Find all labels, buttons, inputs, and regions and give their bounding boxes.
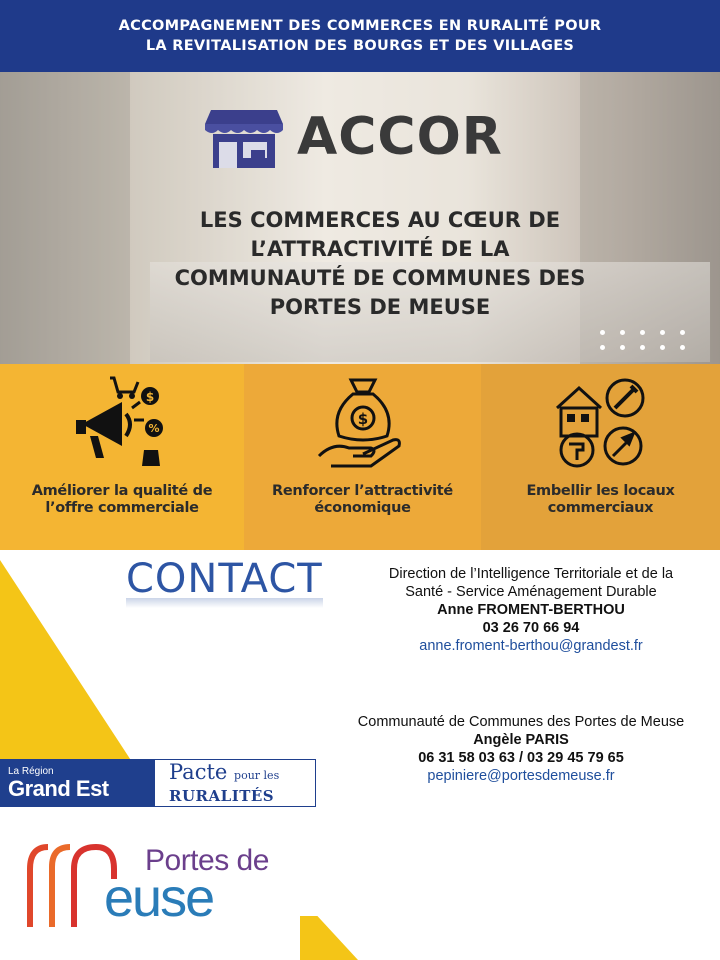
- subtitle-line: COMMUNAUTÉ DE COMMUNES DES: [174, 266, 586, 290]
- accor-logo: [205, 102, 503, 172]
- contact-phone[interactable]: 03 26 70 66 94: [482, 620, 580, 636]
- renovation-tools-icon: [551, 374, 651, 470]
- contact-block-community: [338, 713, 704, 785]
- contact-org-line: Direction de l’Intelligence Territoriale et de la: [388, 566, 674, 582]
- portes-text: Portes de: [145, 844, 269, 877]
- contact-phone[interactable]: 06 31 58 03 63 / 03 29 45 79 65: [418, 750, 624, 766]
- svg-text:%: %: [148, 422, 160, 435]
- contact-org-line: Communauté de Communes des Portes de Meuse: [357, 714, 685, 730]
- contact-email[interactable]: pepiniere@portesdemeuse.fr: [427, 768, 615, 784]
- banner-line-2: LA REVITALISATION DES BOURGS ET DES VILLAGES: [145, 38, 575, 54]
- svg-text:$: $: [145, 390, 155, 404]
- contact-org-line: Santé - Service Aménagement Durable: [405, 584, 657, 600]
- hero-image: [0, 72, 720, 364]
- feature-label: Embellir les locaux commerciaux: [526, 483, 675, 516]
- feature-label: Améliorer la qualité de l’offre commerciale: [31, 483, 213, 516]
- contact-block-region: [368, 565, 694, 655]
- money-bag-hand-icon: [313, 374, 413, 470]
- contact-name: Anne FROMENT-BERTHOU: [437, 602, 625, 618]
- shop-icon: [205, 102, 283, 172]
- subtitle-line: PORTES DE MEUSE: [269, 295, 491, 319]
- megaphone-icon: [72, 374, 172, 470]
- contact-email[interactable]: anne.froment-berthou@grandest.fr: [419, 638, 643, 654]
- subtitle-line: L’ATTRACTIVITÉ DE LA: [250, 237, 510, 261]
- svg-text:$: $: [357, 410, 368, 428]
- feature-panels: [0, 364, 720, 550]
- portes-de-meuse-logo: [0, 807, 318, 960]
- feature-attractivity: [244, 364, 481, 550]
- feature-label: Renforcer l’attractivité économique: [272, 483, 453, 516]
- yellow-corner: [300, 916, 358, 960]
- decor-dots: [600, 330, 690, 350]
- pacte-ruralites-logo: Pacte pour les RURALITÉS: [152, 759, 316, 807]
- subtitle-line: LES COMMERCES AU CŒUR DE: [199, 208, 561, 232]
- grand-est-logo: La Région Grand Est: [0, 759, 152, 807]
- hero-subtitle: [130, 206, 630, 322]
- feature-premises: [481, 364, 720, 550]
- top-banner: [0, 0, 720, 72]
- meuse-text: euse: [104, 868, 214, 928]
- contact-name: Angèle PARIS: [473, 732, 569, 748]
- banner-line-1: ACCOMPAGNEMENT DES COMMERCES EN RURALITÉ POUR: [118, 18, 602, 34]
- accor-title: ACCOR: [297, 107, 503, 167]
- feature-offer: [0, 364, 244, 550]
- contact-title: CONTACT: [126, 556, 323, 608]
